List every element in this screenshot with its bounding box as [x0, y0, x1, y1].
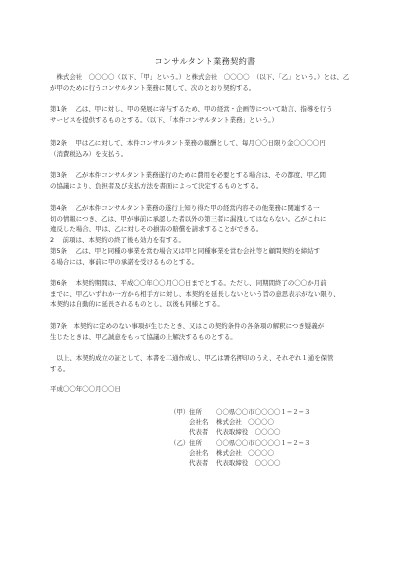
text-line: 第6条 本契約期間は、平成〇〇年〇〇月〇〇日までとする。ただし、同期間終了の〇〇か月前: [50, 279, 327, 287]
text-line: までに、甲乙いずれか一方から相手方に対し、本契約を延長しないという旨の意思表示がない限り、: [50, 289, 340, 298]
representative-label: 代表者: [189, 428, 209, 436]
company-value: 株式会社 〇〇〇〇: [216, 418, 274, 426]
text-line: 第1条 乙は、甲に対し、甲の発展に寄与するため、甲の経営・企画等について助言、指導を行う: [50, 105, 333, 113]
text-line: 生じたときは、甲乙誠意をもって協議の上解決するものとする。: [50, 332, 237, 341]
text-line: 第7条 本契約に定めのない事項が生じたとき、又はこの契約条件の各条項の解釈につき疑義が: [50, 322, 325, 330]
text-line: の協議により、負担者及び支払方法を書面によって決定するものとする。: [50, 181, 263, 190]
party-marker: （乙）: [170, 439, 190, 447]
closing-paragraph: [50, 353, 372, 374]
text-line: 違反した場合、甲は、乙に対しその損害の賠償を請求することができる。: [50, 225, 263, 234]
text-line: する。: [50, 364, 70, 373]
text-line: 第3条 乙が本件コンサルタント業務遂行のために費用を必要とする場合は、その都度、甲乙間: [50, 171, 326, 179]
text-line: 本契約は自動的に延長されるものとし、以後も同様とする。: [50, 300, 224, 309]
company-label: 会社名: [189, 418, 209, 426]
company-value: 株式会社 〇〇〇〇: [216, 449, 274, 457]
text-line: 第2条 甲は乙に対して、本件コンサルタント業務の報酬として、毎月〇〇日限り金〇〇〇〇円: [50, 139, 326, 147]
text-line: 平成〇〇年〇〇月〇〇日: [50, 385, 121, 393]
text-line: 以上、本契約成立の証として、本書を二通作成し、甲乙は署名押印のうえ、それぞれ１通を保管: [50, 354, 334, 362]
article-5: [50, 246, 372, 267]
article-4: [50, 203, 372, 245]
address-label: 住所: [189, 408, 202, 416]
address-value: 〇〇県〇〇市〇〇〇〇１−２−３: [216, 439, 311, 447]
text-line: 第5条 乙は、甲と同種の事業を営む場合又は甲と同種事業を営む会社等と顧問契約を締結す: [50, 247, 321, 255]
address-value: 〇〇県〇〇市〇〇〇〇１−２−３: [216, 408, 311, 416]
text-line: る場合には、事前に甲の承諾を受けるものとする。: [50, 257, 199, 266]
party-marker: （甲）: [170, 408, 190, 416]
text-line: が甲のために行うコンサルタント業務に関して、次のとおり契約する。: [50, 83, 256, 92]
representative-value: 代表取締役 〇〇〇〇: [216, 428, 281, 436]
intro-paragraph: [50, 72, 372, 93]
representative-label: 代表者: [189, 459, 209, 467]
address-label: 住所: [189, 439, 202, 447]
text-line: 株式会社 〇〇〇〇（以下、「甲」という。）と株式会社 〇〇〇〇 （以下、「乙」という。）とは、乙: [50, 73, 350, 81]
company-label: 会社名: [189, 449, 209, 457]
article-2: [50, 138, 372, 159]
text-line: 2 前項は、本契約の終了後も効力を有する。: [50, 235, 185, 244]
article-6: [50, 278, 372, 310]
text-line: 切の情報につき、乙は、甲が事前に承認した者以外の第三者に漏洩してはならない。乙がこれに: [50, 214, 327, 223]
document-title: コンサルタント業務契約書: [154, 56, 256, 66]
article-3: [50, 170, 372, 191]
contract-date: [50, 384, 372, 395]
article-7: [50, 321, 372, 342]
text-line: （消費税込み）を支払う。: [50, 149, 128, 158]
representative-value: 代表取締役 〇〇〇〇: [216, 459, 281, 467]
text-line: サービスを提供するものとする。（以下、「本件コンサルタント業務」という。）: [50, 115, 278, 124]
article-1: [50, 104, 372, 125]
text-line: 第4条 乙が本件コンサルタント業務の遂行上知り得た甲の経営内容その他業務に関連する一: [50, 204, 320, 212]
